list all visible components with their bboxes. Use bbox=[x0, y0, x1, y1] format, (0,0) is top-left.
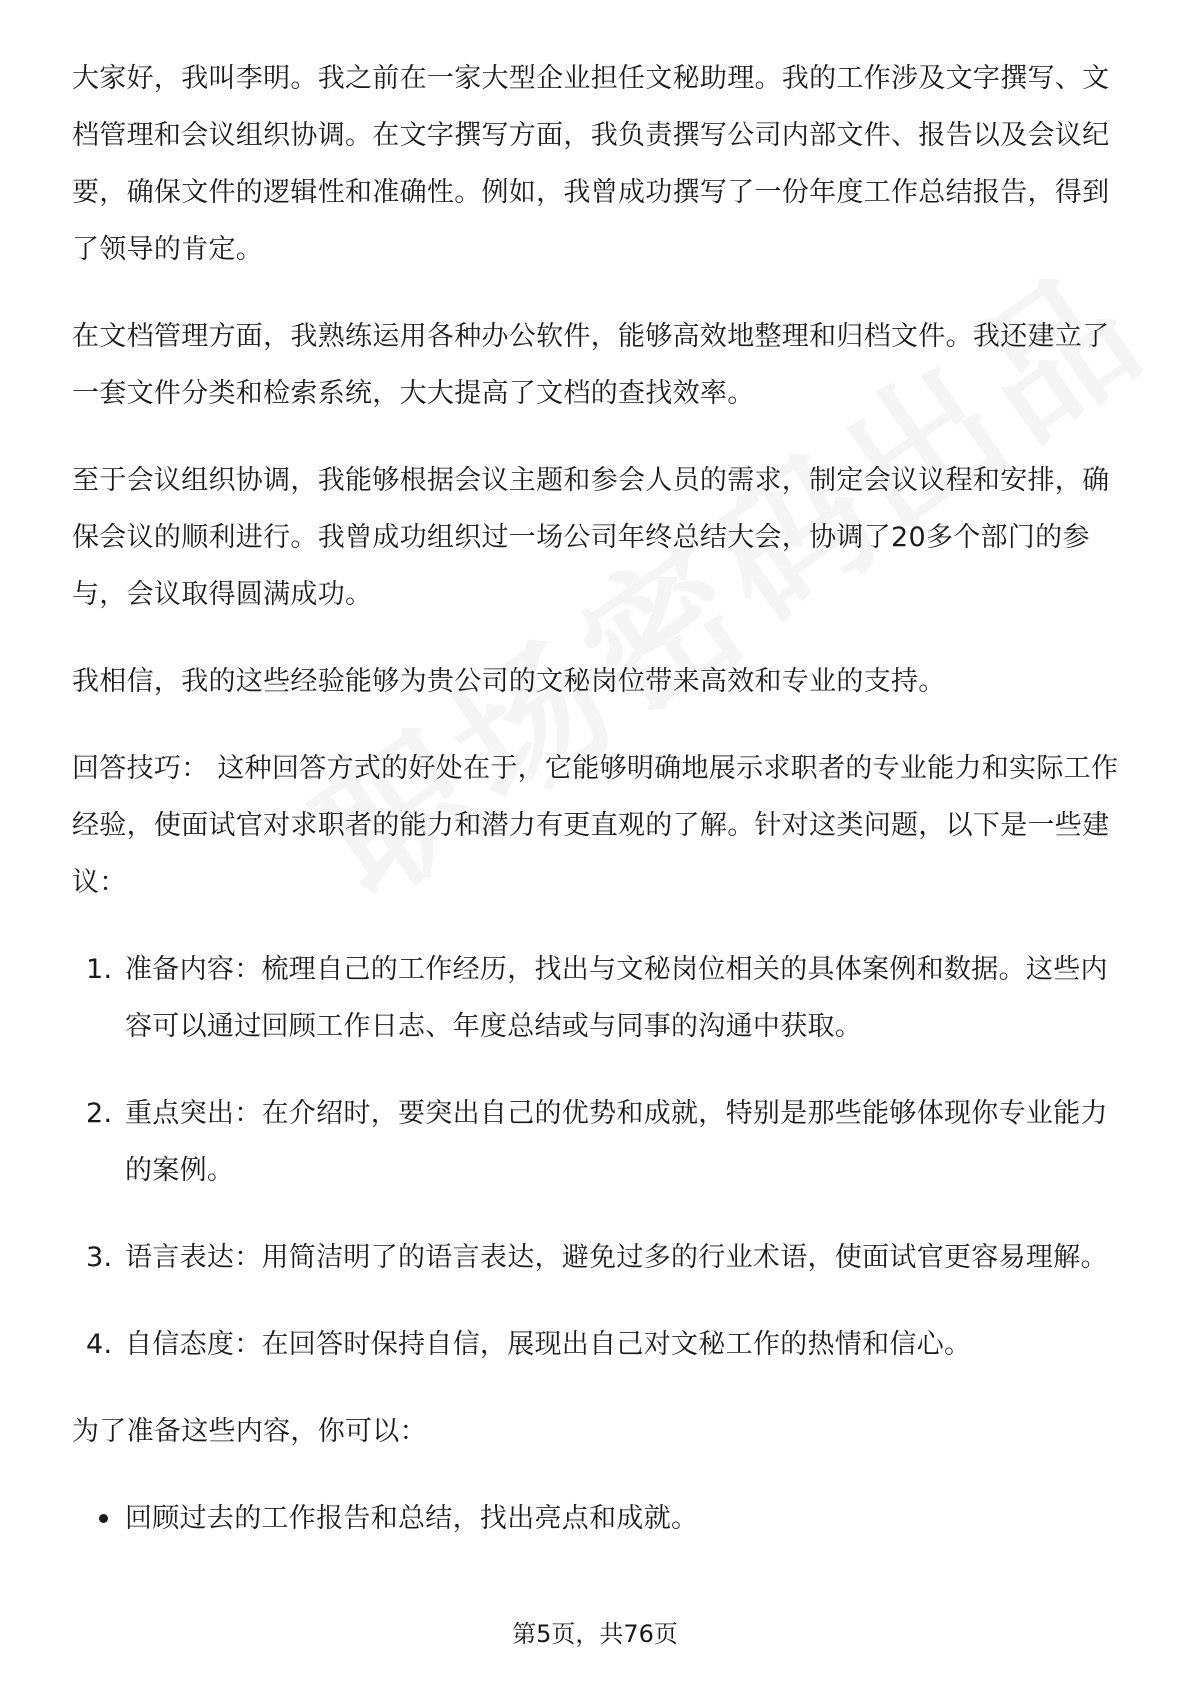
list-number: 1. bbox=[86, 954, 113, 985]
list-item-text: 重点突出：在介绍时，要突出自己的优势和成就，特别是那些能够体现你专业能力的案例。 bbox=[125, 1098, 1108, 1186]
paragraph-prep-intro: 为了准备这些内容，你可以： bbox=[72, 1416, 427, 1447]
list-number: 3. bbox=[86, 1242, 113, 1273]
list-number: 2. bbox=[86, 1098, 113, 1129]
paragraph-intro: 大家好，我叫李明。我之前在一家大型企业担任文秘助理。我的工作涉及文字撰写、文档管理和会议组织协调。在文字撰写方面，我负责撰写公司内部文件、报告以及会议纪要，确保文件的逻辑性和准确性。例如，我曾成功撰写了一份年度工作总结报告，得到了领导的肯定。 bbox=[72, 63, 1110, 265]
list-item-text: 自信态度：在回答时保持自信，展现出自己对文秘工作的热情和信心。 bbox=[125, 1329, 972, 1360]
list-item bbox=[72, 941, 1122, 1055]
tips-list bbox=[72, 941, 1122, 1373]
list-item bbox=[72, 1490, 1122, 1547]
list-item bbox=[72, 1085, 1122, 1199]
paragraph-conclusion: 我相信，我的这些经验能够为贵公司的文秘岗位带来高效和专业的支持。 bbox=[72, 666, 946, 697]
paragraph-document-management: 在文档管理方面，我熟练运用各种办公软件，能够高效地整理和归档文件。我还建立了一套文件分类和检索系统，大大提高了文档的查找效率。 bbox=[72, 321, 1110, 409]
paragraph-answer-tips: 回答技巧： 这种回答方式的好处在于，它能够明确地展示求职者的专业能力和实际工作经验，使面试官对求职者的能力和潜力有更直观的了解。针对这类问题，以下是一些建议： bbox=[72, 753, 1119, 898]
list-item-text: 语言表达：用简洁明了的语言表达，避免过多的行业术语，使面试官更容易理解。 bbox=[125, 1242, 1108, 1273]
bullet-icon bbox=[99, 1514, 108, 1523]
list-number: 4. bbox=[86, 1329, 113, 1360]
paragraph-meeting-coordination: 至于会议组织协调，我能够根据会议主题和参会人员的需求，制定会议议程和安排，确保会议的顺利进行。我曾成功组织过一场公司年终总结大会，协调了20多个部门的参与，会议取得圆满成功。 bbox=[72, 465, 1110, 610]
list-item-text: 准备内容：梳理自己的工作经历，找出与文秘岗位相关的具体案例和数据。这些内容可以通过回顾工作日志、年度总结或与同事的沟通中获取。 bbox=[125, 954, 1108, 1042]
list-item-text: 回顾过去的工作报告和总结，找出亮点和成就。 bbox=[125, 1503, 699, 1534]
prep-list bbox=[72, 1490, 1122, 1547]
document-page bbox=[72, 50, 1122, 1547]
page-footer: 第5页，共76页 bbox=[512, 1620, 678, 1648]
list-item bbox=[72, 1316, 1122, 1373]
list-item bbox=[72, 1229, 1122, 1286]
